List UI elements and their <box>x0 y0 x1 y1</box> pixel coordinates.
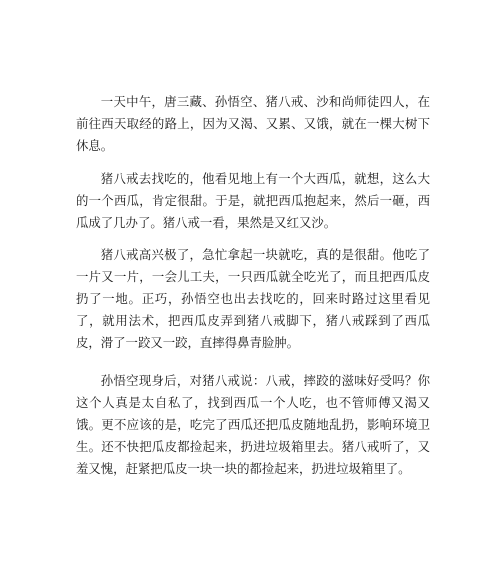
paragraph-lesson: 孙悟空现身后，对猪八戒说：八戒，摔跤的滋味好受吗？你这个人真是太自私了，找到西瓜一个人吃，也不管师傅又渴又饿。更不应该的是，吃完了西瓜还把瓜皮随地乱扔，影响环境卫生。还不快把瓜皮都捡起来，扔进垃圾箱里去。猪八戒听了，又羞又愧，赶紧把瓜皮一块一块的都捡起来，扔进垃圾箱里了。 <box>76 373 430 476</box>
paragraph-eating-and-slipping: 猪八戒高兴极了，急忙拿起一块就吃，真的是很甜。他吃了一片又一片，一会儿工夫，一只西瓜就全吃光了，而且把西瓜皮扔了一地。正巧，孙悟空也出去找吃的，回来时路过这里看见了，就用法术，把西瓜皮弄到猪八戒脚下，猪八戒踩到了西瓜皮，滑了一跤又一跤，直摔得鼻青脸肿。 <box>76 247 430 350</box>
paragraph-watermelon-found: 猪八戒去找吃的，他看见地上有一个大西瓜，就想，这么大的一个西瓜，肯定很甜。于是，就把西瓜抱起来，然后一砸，西瓜成了几办了。猪八戒一看，果然是又红又沙。 <box>76 171 430 230</box>
paragraph-intro: 一天中午，唐三藏、孙悟空、猪八戒、沙和尚师徒四人，在前往西天取经的路上，因为又渴、又累、又饿，就在一棵大树下休息。 <box>76 94 430 153</box>
